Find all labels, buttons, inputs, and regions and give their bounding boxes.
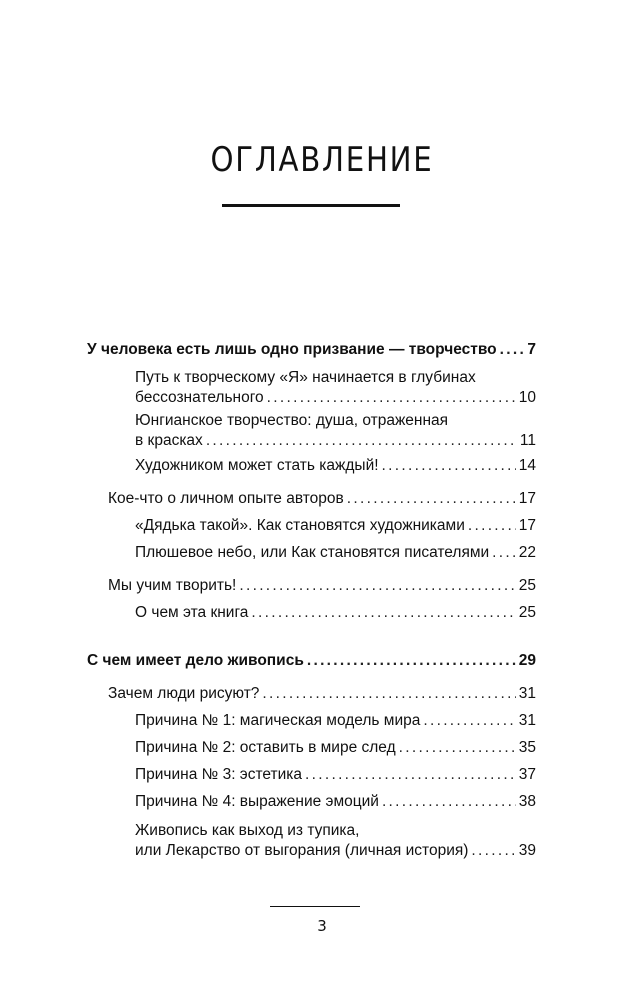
- toc-entry-title: в красках: [135, 432, 203, 449]
- dot-leader: [468, 516, 516, 536]
- toc-section[interactable]: [135, 368, 536, 408]
- toc-entry-title: Плюшевое небо, или Как становятся писателями: [135, 544, 490, 561]
- toc-page-number: 7: [527, 341, 536, 358]
- toc-section[interactable]: [135, 792, 536, 812]
- toc-entry-title: или Лекарство от выгорания (личная история): [135, 842, 469, 859]
- toc-page-number: 37: [518, 766, 536, 783]
- dot-leader: [382, 456, 516, 476]
- dot-leader: [251, 603, 515, 623]
- toc-section[interactable]: [135, 516, 536, 536]
- toc-entry-title: Зачем люди рисуют?: [108, 685, 260, 702]
- dot-leader: [347, 489, 516, 509]
- toc-page-number: 39: [518, 842, 536, 859]
- toc-entry-title: Мы учим творить!: [108, 577, 237, 594]
- dot-leader: [500, 340, 525, 360]
- toc-page-number: 38: [518, 793, 536, 810]
- toc-page-number: 25: [518, 577, 536, 594]
- dot-leader: [471, 841, 515, 861]
- toc-page-number: 25: [518, 604, 536, 621]
- toc-section[interactable]: [135, 821, 536, 861]
- toc-page-number: 10: [518, 389, 536, 406]
- dot-leader: [307, 651, 516, 671]
- toc-entry-title: С чем имеет дело живопись: [87, 652, 304, 669]
- dot-leader: [492, 543, 516, 563]
- toc-entry-title: Причина № 1: магическая модель мира: [135, 712, 421, 729]
- toc-subchapter[interactable]: [108, 489, 536, 509]
- toc-entry-title-line1: Путь к творческому «Я» начинается в глубинах: [135, 369, 476, 386]
- toc-entry-title: У человека есть лишь одно призвание — творчество: [87, 341, 497, 358]
- toc-section[interactable]: [135, 711, 536, 731]
- toc-section[interactable]: [135, 411, 536, 451]
- toc-page-number: 17: [518, 517, 536, 534]
- dot-leader: [262, 684, 515, 704]
- toc-entry-title: Кое-что о личном опыте авторов: [108, 490, 344, 507]
- toc-section[interactable]: [135, 456, 536, 476]
- toc-entry-title: Причина № 4: выражение эмоций: [135, 793, 379, 810]
- footer-rule: [270, 906, 360, 907]
- dot-leader: [239, 576, 515, 596]
- toc-section[interactable]: [135, 543, 536, 563]
- toc-entry-title-line1: Живопись как выход из тупика,: [135, 822, 360, 839]
- toc-entry-title: Художником может стать каждый!: [135, 457, 379, 474]
- toc-page-number: 17: [518, 490, 536, 507]
- toc-subchapter[interactable]: [108, 684, 536, 704]
- toc-page-number: 14: [518, 457, 536, 474]
- toc-entry-title: «Дядька такой». Как становятся художниками: [135, 517, 465, 534]
- page-number: 3: [317, 917, 327, 935]
- toc-page-number: 31: [518, 712, 536, 729]
- toc-section[interactable]: [135, 765, 536, 785]
- dot-leader: [399, 738, 516, 758]
- toc-page-number: 35: [518, 739, 536, 756]
- toc-page-number: 11: [519, 432, 536, 449]
- toc-entry-title-line1: Юнгианское творчество: душа, отраженная: [135, 412, 449, 429]
- dot-leader: [423, 711, 515, 731]
- toc-chapter-2[interactable]: [87, 651, 536, 671]
- toc-entry-title: Причина № 3: эстетика: [135, 766, 302, 783]
- toc-subchapter[interactable]: [108, 576, 536, 596]
- dot-leader: [206, 431, 517, 451]
- toc-chapter-1[interactable]: [87, 340, 536, 360]
- toc-page-number: 22: [518, 544, 536, 561]
- toc-entry-title: бессознательного: [135, 389, 264, 406]
- toc-section[interactable]: [135, 738, 536, 758]
- dot-leader: [305, 765, 516, 785]
- toc-page-number: 29: [518, 652, 536, 669]
- dot-leader: [382, 792, 516, 812]
- dot-leader: [267, 388, 516, 408]
- toc-entry-title: Причина № 2: оставить в мире след: [135, 739, 396, 756]
- toc-entry-title: О чем эта книга: [135, 604, 249, 621]
- toc-section[interactable]: [135, 603, 536, 623]
- toc-page-number: 31: [518, 685, 536, 702]
- page-title: ОГЛАВЛЕНИЕ: [210, 140, 434, 180]
